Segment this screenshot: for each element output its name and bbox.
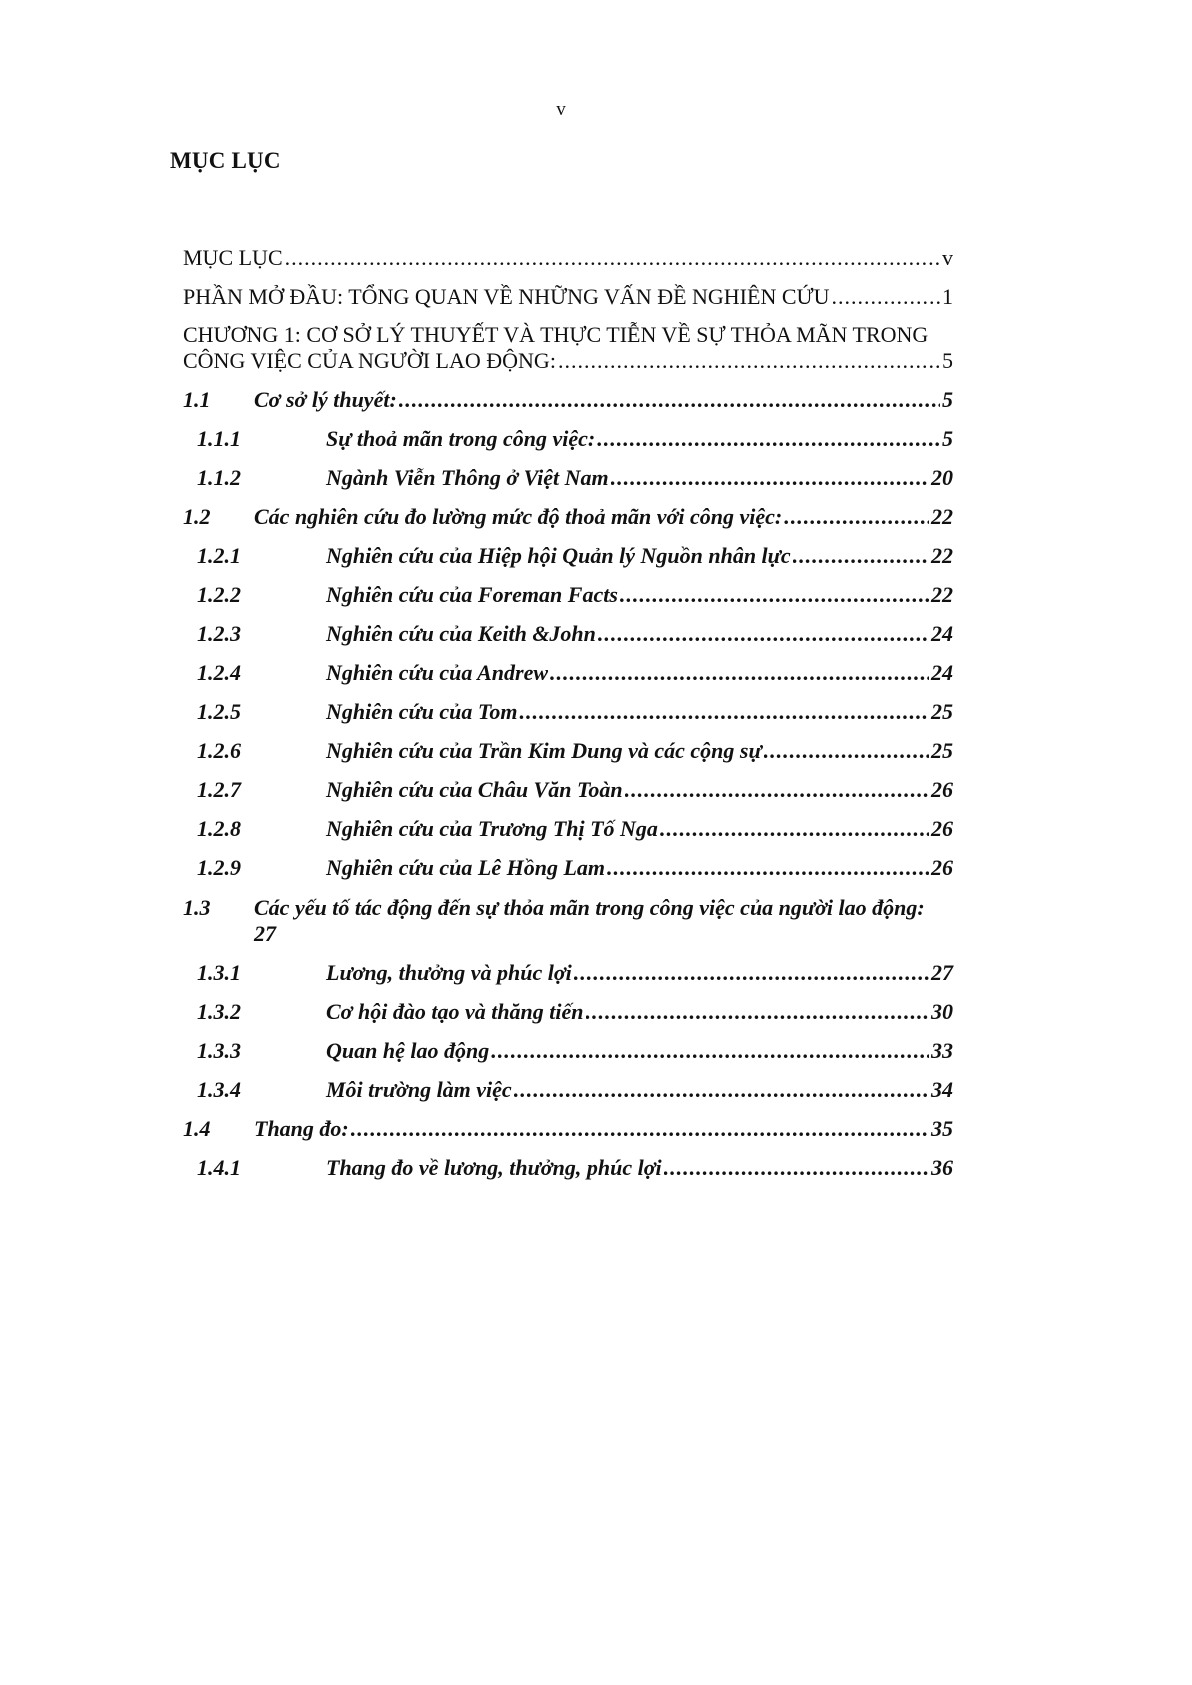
toc-label: Ngành Viễn Thông ở Việt Nam (326, 465, 609, 490)
toc-label: MỤC LỤC (183, 245, 283, 270)
toc-number: 1.2.7 (197, 777, 241, 802)
toc-entry-1-4-1[interactable] (183, 1155, 953, 1181)
toc-leader (660, 816, 929, 842)
toc-page: 25 (931, 738, 953, 763)
toc-page: 24 (931, 660, 953, 685)
toc-label: Lương, thưởng và phúc lợi (326, 960, 572, 985)
toc-page: 5 (942, 348, 953, 373)
toc-page: 30 (931, 999, 953, 1024)
toc-leader (514, 1077, 929, 1103)
toc-leader (764, 738, 929, 764)
toc-leader (574, 960, 929, 986)
toc-label-line-2: CÔNG VIỆC CỦA NGƯỜI LAO ĐỘNG: (183, 348, 556, 373)
toc-label: Sự thoả mãn trong công việc: (326, 426, 596, 451)
toc-entry-chapter-1[interactable] (183, 322, 953, 374)
toc-number: 1.3.3 (197, 1038, 241, 1063)
toc-entry-1-3-1[interactable] (183, 960, 953, 986)
toc-leader (558, 348, 940, 374)
toc-number: 1.3 (183, 895, 211, 920)
toc-entry-muc-luc[interactable] (183, 245, 953, 271)
toc-number: 1.2.1 (197, 543, 241, 568)
toc-leader (620, 582, 929, 608)
toc-leader (597, 426, 940, 452)
toc-page: 35 (931, 1116, 953, 1141)
toc-number: 1.3.4 (197, 1077, 241, 1102)
toc-page: 20 (931, 465, 953, 490)
toc-number: 1.1.2 (197, 465, 241, 490)
toc-page: 26 (931, 816, 953, 841)
page-title: MỤC LỤC (170, 148, 281, 173)
toc-label: Thang đo về lương, thưởng, phúc lợi (326, 1155, 662, 1180)
toc-leader (831, 284, 940, 310)
toc-page: 26 (931, 777, 953, 802)
toc-label: Cơ hội đào tạo và thăng tiến (326, 999, 584, 1024)
toc-entry-1-1[interactable] (183, 387, 953, 413)
toc-leader (586, 999, 929, 1025)
toc-page: 22 (931, 582, 953, 607)
toc-number: 1.3.2 (197, 999, 241, 1024)
toc-leader (399, 387, 940, 413)
toc-leader (598, 621, 929, 647)
toc-entry-1-2[interactable] (183, 504, 953, 530)
toc-label: Cơ sở lý thuyết: (254, 387, 397, 412)
toc-leader (793, 543, 929, 569)
toc-number: 1.2.9 (197, 855, 241, 880)
toc-entry-1-4[interactable] (183, 1116, 953, 1142)
toc-entry-1-2-8[interactable] (183, 816, 953, 842)
toc-number: 1.2.2 (197, 582, 241, 607)
toc-label: Môi trường làm việc (326, 1077, 512, 1102)
toc-entry-1-1-1[interactable] (183, 426, 953, 452)
toc-entry-1-2-2[interactable] (183, 582, 953, 608)
toc-leader (491, 1038, 929, 1064)
toc-label: Nghiên cứu của Foreman Facts (326, 582, 618, 607)
toc-page: 22 (931, 504, 953, 529)
toc-leader (607, 855, 929, 881)
toc-number: 1.4.1 (197, 1155, 241, 1180)
toc-entry-1-3-4[interactable] (183, 1077, 953, 1103)
toc-number: 1.4 (183, 1116, 211, 1141)
toc-page: 25 (931, 699, 953, 724)
toc-entry-1-2-3[interactable] (183, 621, 953, 647)
toc-label: Nghiên cứu của Tom (326, 699, 518, 724)
toc-label: Nghiên cứu của Châu Văn Toàn (326, 777, 623, 802)
toc-page: 33 (931, 1038, 953, 1063)
toc-number: 1.2.3 (197, 621, 241, 646)
toc-leader (519, 699, 929, 725)
toc-label: Nghiên cứu của Lê Hồng Lam (326, 855, 606, 880)
toc-entry-1-2-6[interactable] (183, 738, 953, 764)
toc-leader (611, 465, 929, 491)
toc-label: Nghiên cứu của Trương Thị Tố Nga (326, 816, 658, 841)
toc-number: 1.1.1 (197, 426, 241, 451)
toc-leader (351, 1116, 929, 1142)
toc-label: Quan hệ lao động (326, 1038, 490, 1063)
toc-label: Các nghiên cứu đo lường mức độ thoả mãn với công việc: (254, 504, 783, 529)
toc-number: 1.2.5 (197, 699, 241, 724)
toc-entry-1-2-5[interactable] (183, 699, 953, 725)
toc-number: 1.2.8 (197, 816, 241, 841)
toc-label: Thang đo: (254, 1116, 349, 1141)
toc-label: Nghiên cứu của Hiệp hội Quản lý Nguồn nhân lực (326, 543, 791, 568)
toc-entry-1-3-2[interactable] (183, 999, 953, 1025)
toc-number: 1.2 (183, 504, 211, 529)
toc-entry-1-1-2[interactable] (183, 465, 953, 491)
toc-number: 1.1 (183, 387, 211, 412)
toc-page: 22 (931, 543, 953, 568)
toc-page: 24 (931, 621, 953, 646)
toc-page: v (942, 245, 953, 270)
toc-label: Nghiên cứu của Keith &John (326, 621, 596, 646)
toc-number: 1.3.1 (197, 960, 241, 985)
toc-label: Nghiên cứu của Andrew (326, 660, 549, 685)
toc-label: Nghiên cứu của Trần Kim Dung và các cộng sự (326, 738, 762, 763)
toc-number: 1.2.6 (197, 738, 241, 763)
toc-entry-intro[interactable] (183, 284, 953, 310)
toc-entry-1-2-7[interactable] (183, 777, 953, 803)
toc-entry-1-2-1[interactable] (183, 543, 953, 569)
toc-label-line-1: CHƯƠNG 1: CƠ SỞ LÝ THUYẾT VÀ THỰC TIỄN VỀ SỰ THỎA MÃN TRONG (183, 322, 929, 347)
toc-entry-1-3-3[interactable] (183, 1038, 953, 1064)
toc-entry-1-2-9[interactable] (183, 855, 953, 881)
toc-number: 1.2.4 (197, 660, 241, 685)
toc-leader (625, 777, 929, 803)
toc-leader (784, 504, 929, 530)
toc-page: 27 (931, 960, 953, 985)
toc-label: Các yếu tố tác động đến sự thỏa mãn trong công việc của người lao động: (254, 895, 925, 920)
toc-page: 26 (931, 855, 953, 880)
toc-page: 34 (931, 1077, 953, 1102)
page-number: v (556, 99, 566, 120)
toc-page: 36 (931, 1155, 953, 1180)
toc-leader (664, 1155, 929, 1181)
toc-entry-1-3[interactable] (183, 895, 953, 947)
toc-leader (550, 660, 929, 686)
toc-page: 1 (942, 284, 953, 309)
toc-label: PHẦN MỞ ĐẦU: TỔNG QUAN VỀ NHỮNG VẤN ĐỀ NGHIÊN CỨU (183, 284, 830, 309)
toc-leader (285, 245, 940, 271)
toc-page: 5 (942, 387, 953, 412)
toc-page: 27 (254, 921, 276, 946)
toc-entry-1-2-4[interactable] (183, 660, 953, 686)
toc-page: 5 (942, 426, 953, 451)
